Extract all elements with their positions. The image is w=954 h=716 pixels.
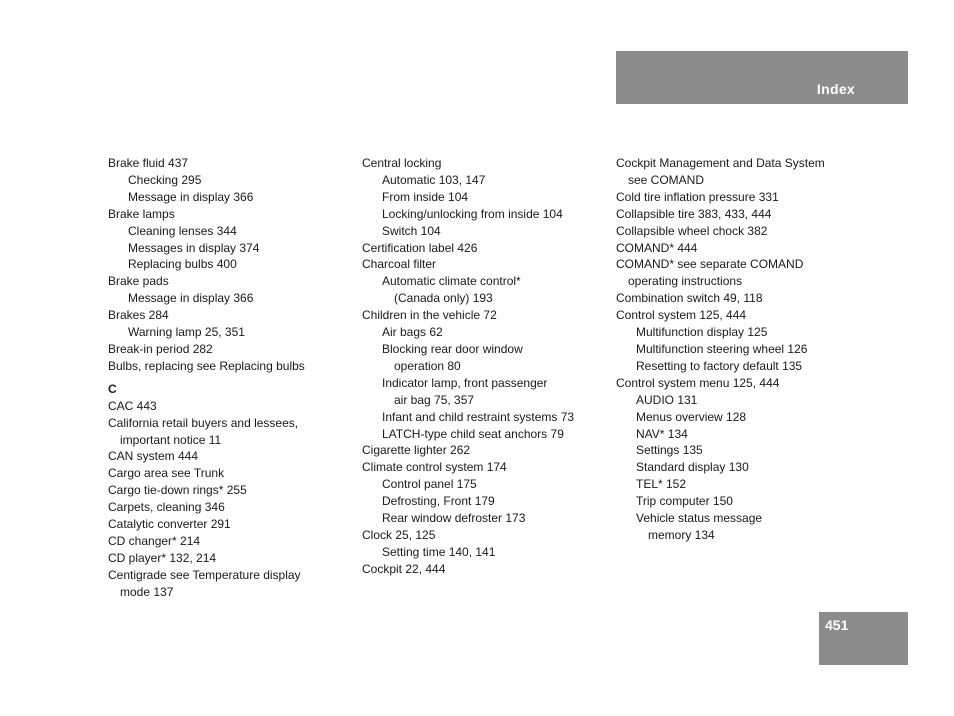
index-entry: Control system 125, 444 [616,308,747,323]
page-number: 451 [825,617,849,633]
index-entry: Cockpit 22, 444 [362,561,446,576]
index-entry: Collapsible wheel chock 382 [616,223,768,238]
index-entry: see COMAND [628,172,705,187]
index-entry: TEL* 152 [636,477,687,492]
index-entry: CD player* 132, 214 [108,550,217,565]
index-entry: Cargo tie-down rings* 255 [108,483,247,498]
index-entry: important notice 11 [120,432,222,447]
index-entry: Combination switch 49, 118 [616,291,763,306]
index-entry: Resetting to factory default 135 [636,358,803,373]
index-entry: Vehicle status message [636,511,763,526]
index-entry: operating instructions [628,274,743,289]
index-entry: Control panel 175 [382,477,477,492]
index-entry: Indicator lamp, front passenger [382,375,548,390]
index-entry: Infant and child restraint systems 73 [382,409,575,424]
index-entry: Trip computer 150 [636,494,733,509]
index-entry: (Canada only) 193 [394,291,493,306]
index-entry: Charcoal filter [362,257,437,272]
index-entry: Cargo area see Trunk [108,466,225,481]
index-entry: Cold tire inflation pressure 331 [616,189,779,204]
index-entry: Multifunction display 125 [636,325,768,340]
index-entry: Centigrade see Temperature display [108,567,301,582]
section-header-tab [616,51,908,104]
index-entry: Standard display 130 [636,460,749,475]
index-entry: Messages in display 374 [128,240,260,255]
index-entry: LATCH-type child seat anchors 79 [382,426,564,441]
index-entry: Carpets, cleaning 346 [108,500,225,515]
index-entry: Message in display 366 [128,189,254,204]
index-entry: AUDIO 131 [636,392,698,407]
index-entry: Control system menu 125, 444 [616,375,780,390]
index-entry: Air bags 62 [382,325,443,340]
index-entry: Setting time 140, 141 [382,544,496,559]
index-entry: Cleaning lenses 344 [128,223,237,238]
index-entry: CD changer* 214 [108,533,201,548]
index-column-1 [108,155,348,601]
index-entry: Message in display 366 [128,291,254,306]
section-title: Index [816,81,855,97]
index-column-3 [616,155,856,544]
index-entry: Warning lamp 25, 351 [128,325,245,340]
index-entry: California retail buyers and lessees, [108,415,299,430]
index-entry: Catalytic converter 291 [108,517,231,532]
index-entry: Cigarette lighter 262 [362,443,471,458]
index-entry: Automatic 103, 147 [382,172,486,187]
page-number-tab [819,612,908,665]
index-entry: Multifunction steering wheel 126 [636,341,808,356]
index-entry: air bag 75, 357 [394,392,475,407]
index-entry: Menus overview 128 [636,409,747,424]
index-letter-heading: C [108,381,117,396]
index-entry: COMAND* see separate COMAND [616,257,804,272]
index-entry: Automatic climate control* [382,274,521,289]
index-entry: Brakes 284 [108,308,169,323]
index-column-2 [362,155,602,578]
index-entry: Rear window defroster 173 [382,511,526,526]
index-entry: Switch 104 [382,223,441,238]
index-entry: Blocking rear door window [382,341,523,356]
index-entry: Brake lamps [108,206,175,221]
index-entry: memory 134 [648,527,715,542]
index-entry: Locking/unlocking from inside 104 [382,206,563,221]
index-entry: Certification label 426 [362,240,478,255]
index-entry: Cockpit Management and Data System [616,156,825,170]
index-entry: Central locking [362,156,442,170]
index-entry: CAC 443 [108,398,157,413]
index-entry: Bulbs, replacing see Replacing bulbs [108,358,305,373]
index-entry: COMAND* 444 [616,240,698,255]
index-entry: Checking 295 [128,172,202,187]
index-entry: NAV* 134 [636,426,688,441]
index-entry: Break-in period 282 [108,341,213,356]
index-entry: mode 137 [120,584,174,599]
index-entry: Brake pads [108,274,169,289]
index-entry: Clock 25, 125 [362,527,436,542]
index-entry: Settings 135 [636,443,703,458]
index-entry: Collapsible tire 383, 433, 444 [616,206,772,221]
index-entry: CAN system 444 [108,449,199,464]
index-entry: Climate control system 174 [362,460,507,475]
index-entry: Brake fluid 437 [108,156,189,170]
index-entry: Replacing bulbs 400 [128,257,237,272]
index-entry: Children in the vehicle 72 [362,308,497,323]
index-entry: Defrosting, Front 179 [382,494,495,509]
index-entry: operation 80 [394,358,461,373]
index-entry: From inside 104 [382,189,469,204]
